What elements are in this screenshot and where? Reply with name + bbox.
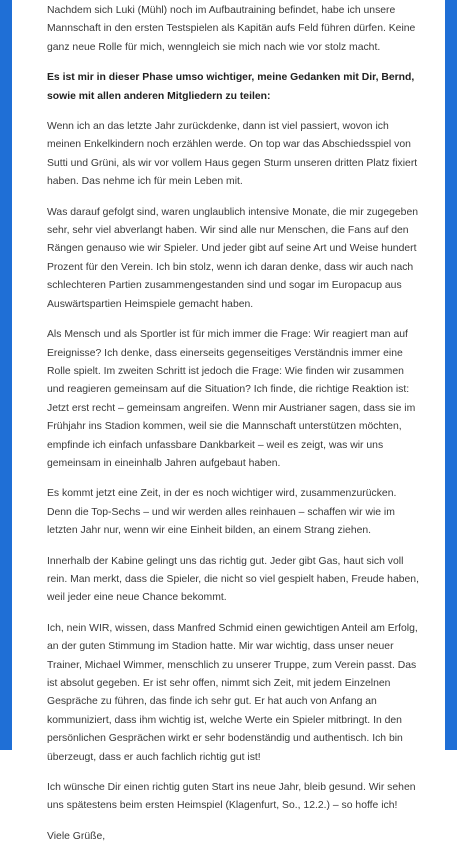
article-paragraph: Ich, nein WIR, wissen, dass Manfred Schmid einen gewichtigen Anteil am Erfolg, an der guten Stimmung im Stadion hatte. Mir war wichtig, dass unser neuer Trainer, Michael Wimmer, menschlich zu unserer Truppe, zum Verein passt. Das ist absolut gegeben. Er ist sehr offen, nimmt sich Zeit, mit jedem Einzelnen Gespräche zu führen, das finde ich sehr gut. Er hat auch von Anfang an kommuniziert, dass ihm wichtig ist, welche Werte ein Spieler mitbringt. In den persönlichen Gesprächen wirkt er sehr bodenständig und authentisch. Ich bin überzeugt, dass er auch fachlich richtig gut ist! bbox=[47, 622, 418, 763]
article-paragraph: Innerhalb der Kabine gelingt uns das richtig gut. Jeder gibt Gas, haut sich voll rein. Man merkt, dass die Spieler, die nicht so viel gespielt haben, Freude haben, weil jeder eine neue Chance bekommt. bbox=[47, 555, 419, 604]
article-paragraph: Ich wünsche Dir einen richtig guten Start ins neue Jahr, bleib gesund. Wir sehen uns spätestens beim ersten Heimspiel (Klagenfurt, So., 12.2.) – so hoffe ich! bbox=[47, 782, 416, 812]
article-signoff: Viele Grüße, bbox=[47, 830, 106, 842]
article-paragraph: Was darauf gefolgt sind, waren unglaublich intensive Monate, die mir zugegeben sehr, sehr viel abverlangt haben. Wir sind alle nur Menschen, die Fans auf den Rängen genauso wie wir Spieler. Und jeder gibt auf seine Art und Weise hundert Prozent für den Verein. Ich bin stolz, wenn ich daran denke, dass wir auch nach schlechteren Partien zusammengestanden sind und sogar im Europacup aus Auswärtspartien Heimspiele gemacht haben. bbox=[47, 206, 419, 310]
article-bold-intro: Es ist mir in dieser Phase umso wichtiger, meine Gedanken mit Dir, Bernd, sowie mit allen anderen Mitgliedern zu teilen: bbox=[47, 72, 415, 102]
article-body[interactable] bbox=[12, 0, 445, 842]
article-paragraph: Als Mensch und als Sportler ist für mich immer die Frage: Wir reagiert man auf Ereignisse? Ich denke, dass einerseits gegenseitiges Verständnis immer eine Rolle spielt. Im zweiten Schritt ist jedoch die Frage: Wie finden wir zusammen und reagieren gemeinsam auf die Situation? Ich finde, die richtige Reaktion ist: Jetzt erst recht – gemeinsam angreifen. Wenn mir Austrianer sagen, dass sie im Frühjahr ins Stadion kommen, weil sie die Mannschaft unterstützen möchten, empfinde ich einfach unfassbare Dankbarkeit – weil es zeigt, was wir uns gemeinsam in eineinhalb Jahren aufgebaut haben. bbox=[47, 329, 416, 469]
article-paragraph: Es kommt jetzt eine Zeit, in der es noch wichtiger wird, zusammenzurücken. Denn die Top-Sechs – und wir werden alles reinhauen – schaffen wir wie im letzten Jahr nur, wenn wir eine Einheit bilden, an einem Strang ziehen. bbox=[47, 488, 397, 537]
page-frame-right bbox=[445, 0, 457, 750]
article-paragraph: Wenn ich an das letzte Jahr zurückdenke, dann ist viel passiert, wovon ich meinen Enkelkindern noch erzählen werde. On top war das Abschiedsspiel von Sutti und Grüni, als wir vor vollem Haus gegen Sturm unseren dritten Platz fixiert haben. Das nehme ich für mein Leben mit. bbox=[47, 121, 418, 188]
article-paragraph: Nachdem sich Luki (Mühl) noch im Aufbautraining befindet, habe ich unsere Mannschaft in den ersten Testspielen als Kapitän aufs Feld führen dürfen. Keine ganz neue Rolle für mich, wenngleich sie mich nach wie vor stolz macht. bbox=[47, 5, 416, 53]
page-frame-left bbox=[0, 0, 12, 750]
